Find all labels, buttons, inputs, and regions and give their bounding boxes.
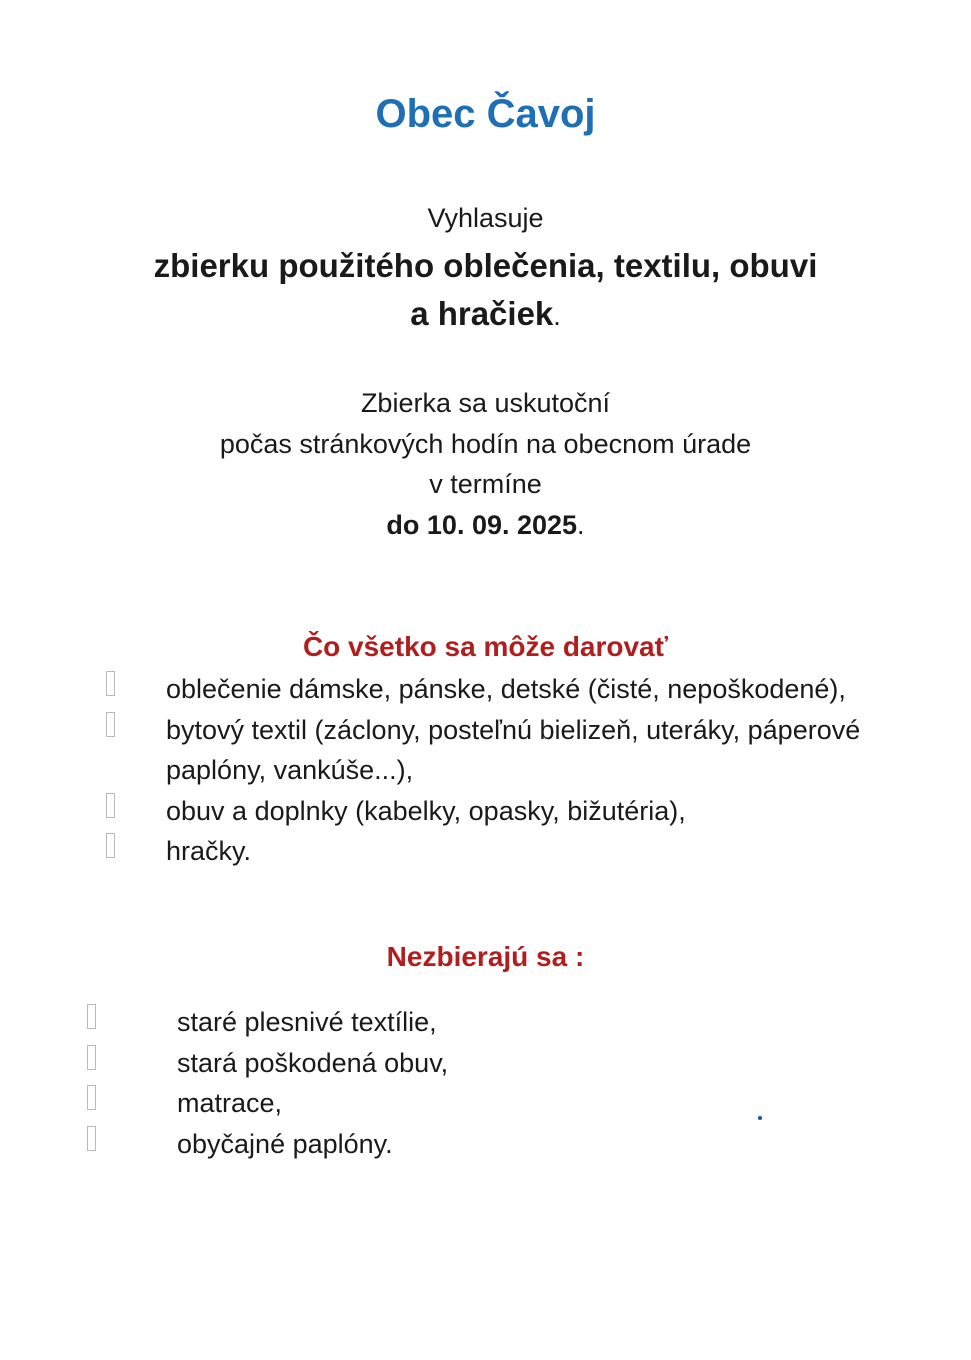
- headline-line-2-text: a hračiek: [410, 295, 554, 332]
- list-item-text: oblečenie dámske, pánske, detské (čisté, nepoškodené),: [166, 674, 846, 704]
- info-line-1: Zbierka sa uskutoční: [360, 388, 611, 418]
- bullet-box-icon: [106, 671, 115, 696]
- info-line-2: počas stránkových hodín na obecnom úrade: [219, 428, 752, 459]
- bullet-box-icon: [87, 1004, 96, 1029]
- bullet-box-icon: [87, 1045, 96, 1070]
- info-line-3: v termíne: [429, 469, 542, 499]
- bullet-box-icon: [106, 833, 115, 858]
- list-item: [177, 1124, 877, 1165]
- headline-line-2-suffix: .: [553, 301, 561, 331]
- bullet-box-icon: [87, 1085, 96, 1110]
- collection-date-suffix: .: [577, 509, 585, 540]
- collection-date: do 10. 09. 2025: [386, 509, 578, 540]
- list-item: [177, 1002, 877, 1043]
- not-collected-list: [177, 1002, 877, 1164]
- list-item-text: hračky.: [166, 836, 252, 866]
- list-item: [177, 1043, 877, 1084]
- list-item-text: staré plesnivé textílie,: [177, 1007, 437, 1037]
- bullet-box-icon: [106, 712, 115, 737]
- headline-line-1: zbierku použitého oblečenia, textilu, obuvi: [153, 247, 818, 284]
- info-date-line: [0, 505, 971, 546]
- list-item: [166, 791, 886, 832]
- list-item-text: obuv a doplnky (kabelky, opasky, bižutéria),: [166, 795, 686, 826]
- page-title: Obec Čavoj: [375, 92, 596, 136]
- list-item: [166, 669, 886, 710]
- list-item: [166, 831, 886, 872]
- list-item-text: bytový textil (záclony, posteľnú bielizeň, uteráky, páperové paplóny, vankúše...),: [166, 714, 861, 785]
- list-item: [166, 710, 886, 791]
- list-item-text: obyčajné paplóny.: [177, 1128, 393, 1159]
- donate-heading: Čo všetko sa môže darovať: [302, 631, 669, 662]
- collection-info: [0, 383, 971, 545]
- list-item-text: stará poškodená obuv,: [177, 1047, 449, 1078]
- headline: [0, 242, 971, 340]
- donate-list: [166, 669, 886, 872]
- bullet-box-icon: [87, 1126, 96, 1151]
- not-collected-heading: Nezbierajú sa :: [386, 941, 585, 972]
- headline-line-2: [0, 290, 971, 340]
- list-item: [177, 1083, 877, 1124]
- intro-text: Vyhlasuje: [427, 203, 544, 233]
- bullet-box-icon: [106, 793, 115, 818]
- stray-dot-mark: [758, 1116, 762, 1120]
- list-item-text: matrace,: [177, 1088, 283, 1118]
